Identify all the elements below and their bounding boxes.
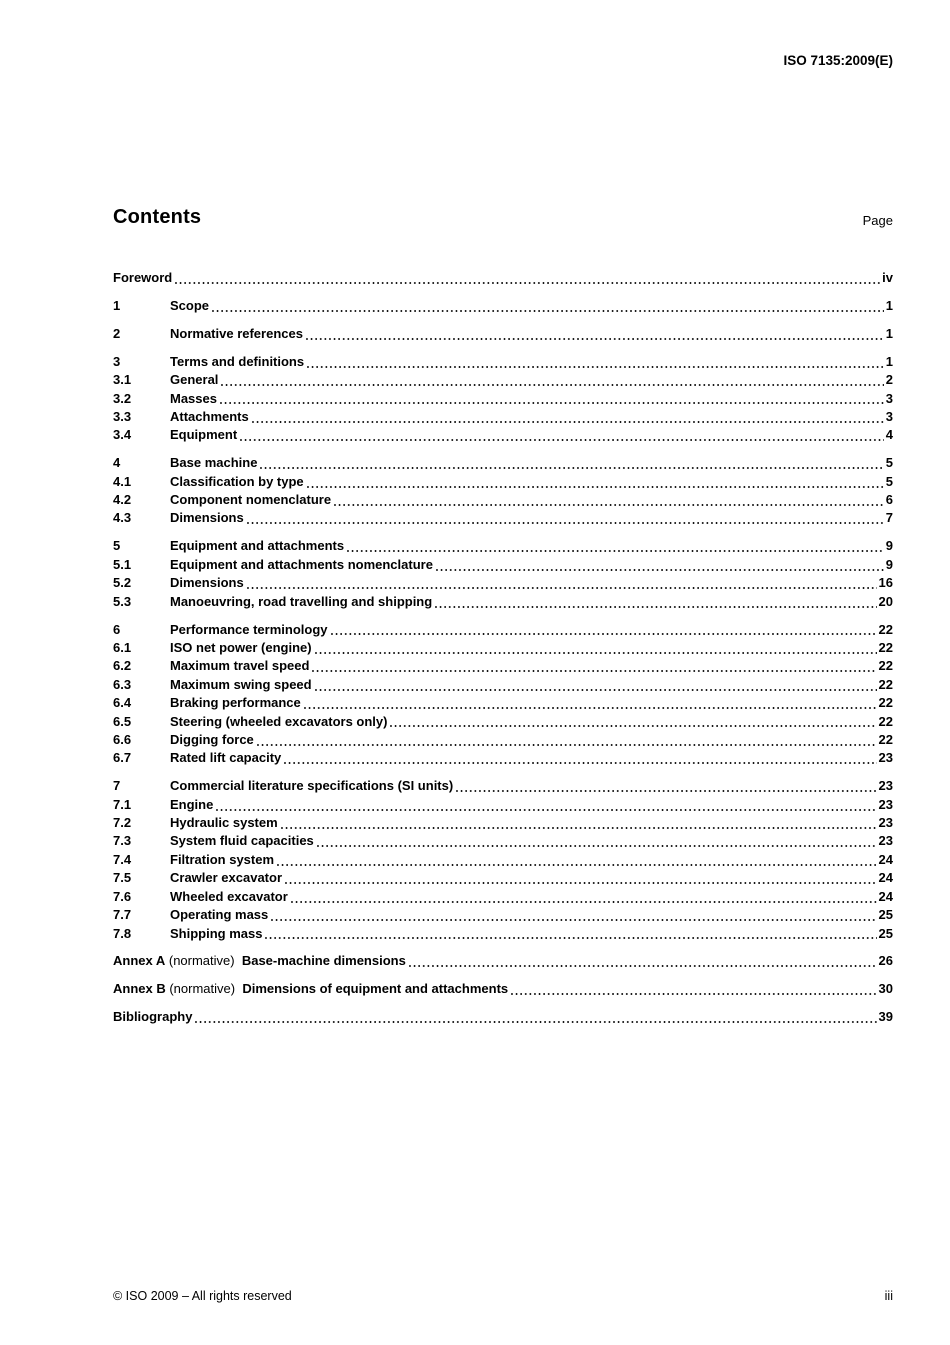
toc-entry-title: Shipping mass (170, 925, 263, 941)
toc-entry-title: Normative references (170, 325, 303, 341)
toc-entry-number: 4.3 (113, 510, 132, 526)
toc-entry-page: 9 (885, 538, 893, 554)
toc-leader-dots (175, 282, 880, 284)
toc-entry-title: Dimensions (170, 575, 244, 591)
toc-entry-page: 16 (878, 575, 893, 591)
toc-entry[interactable] (113, 269, 893, 287)
toc-entry-page: 5 (885, 473, 893, 489)
page-title: Contents (113, 206, 202, 228)
toc-entry-page: 23 (878, 815, 893, 831)
toc-entry-page: 3 (885, 390, 893, 406)
toc-entry-page: 22 (878, 713, 893, 729)
toc-entry[interactable] (113, 491, 893, 509)
toc-entry-page: 7 (885, 510, 893, 526)
toc-entry-title: Maximum travel speed (170, 658, 310, 674)
toc-group (113, 353, 893, 445)
toc-entry-number: 7.4 (113, 851, 132, 867)
toc-entry-title: Filtration system (170, 851, 275, 867)
toc-entry-title: Component nomenclature (170, 492, 332, 508)
toc-entry-number: 4.1 (113, 473, 132, 489)
toc-entry[interactable] (113, 473, 893, 491)
document-header-reference: ISO 7135:2009(E) (783, 53, 893, 68)
toc-entry[interactable] (113, 390, 893, 408)
folio-page-number: iii (884, 1289, 893, 1303)
toc-entry-number: 6.6 (113, 731, 132, 747)
toc-leader-dots (212, 310, 884, 312)
toc-entry-page: 2 (885, 372, 893, 388)
toc-entry[interactable] (113, 694, 893, 712)
toc-leader-dots (271, 919, 876, 921)
toc-entry[interactable] (113, 777, 893, 795)
toc-entry[interactable] (113, 408, 893, 426)
toc-entry-page: 23 (878, 833, 893, 849)
toc-entry-page: 24 (878, 851, 893, 867)
toc-entry[interactable] (113, 980, 893, 998)
toc-entry-number: 3.2 (113, 390, 132, 406)
toc-entry-page: 6 (885, 492, 893, 508)
toc-entry-page: 23 (878, 750, 893, 766)
toc-entry[interactable] (113, 952, 893, 970)
toc-annex-qualifier: (normative) (165, 953, 242, 969)
toc-leader-dots (347, 550, 884, 552)
toc-leader-dots (291, 901, 877, 903)
toc-entry[interactable] (113, 1008, 893, 1026)
toc-annex-label: Annex B (113, 981, 166, 997)
toc-entry-title: Equipment (170, 427, 238, 443)
toc-entry-page: 4 (885, 427, 893, 443)
toc-entry-number: 7.2 (113, 815, 132, 831)
toc-entry-number: 6.4 (113, 695, 132, 711)
toc-leader-dots (240, 439, 884, 441)
toc-group (113, 980, 893, 998)
toc-entry-page: 22 (878, 731, 893, 747)
toc-leader-dots (456, 790, 876, 792)
toc-entry-title: Steering (wheeled excavators only) (170, 713, 388, 729)
toc-entry-number: 5.3 (113, 593, 132, 609)
toc-entry-title: Braking performance (170, 695, 301, 711)
toc-leader-dots (247, 587, 877, 589)
toc-annex-qualifier: (normative) (165, 981, 243, 997)
toc-leader-dots (317, 845, 877, 847)
toc-entry-page: iv (882, 270, 893, 285)
toc-group (113, 325, 893, 343)
toc-entry-number: 7.5 (113, 870, 132, 886)
toc-entry[interactable] (113, 639, 893, 657)
toc-entry-number: 7.8 (113, 925, 132, 941)
toc-entry-page: 22 (878, 639, 893, 655)
toc-entry-title: ISO net power (engine) (170, 639, 312, 655)
toc-entry-title: Equipment and attachments nomenclature (170, 556, 433, 572)
toc-entry-number: 6 (113, 621, 121, 637)
toc-leader-dots (334, 504, 884, 506)
toc-entry-number: 6.2 (113, 658, 132, 674)
page-column-label: Page (862, 213, 893, 228)
toc-entry-page: 22 (878, 658, 893, 674)
toc-entry-number: 3.4 (113, 427, 132, 443)
toc-entry-number: 3.3 (113, 408, 132, 424)
toc-entry-page: 26 (878, 953, 893, 969)
toc-leader-dots (216, 809, 876, 811)
toc-leader-dots (221, 384, 883, 386)
toc-entry-number: 7.6 (113, 888, 132, 904)
toc-entry-title: Digging force (170, 731, 254, 747)
toc-leader-dots (285, 882, 877, 884)
toc-entry[interactable] (113, 888, 893, 906)
toc-entry-page: 9 (885, 556, 893, 572)
toc-group (113, 454, 893, 528)
toc-leader-dots (436, 569, 884, 571)
toc-entry-title: Equipment and attachments (170, 538, 345, 554)
toc-entry-number: 1 (113, 297, 121, 313)
toc-entry[interactable] (113, 657, 893, 675)
toc-entry-number: 6.7 (113, 750, 132, 766)
toc-group (113, 621, 893, 768)
toc-entry-title: Commercial literature specifications (SI units) (170, 778, 454, 794)
toc-entry-number: 5.2 (113, 575, 132, 591)
toc-leader-dots (511, 993, 876, 995)
toc-group (113, 297, 893, 315)
toc-entry-title: Foreword (113, 270, 173, 285)
toc-leader-dots (307, 366, 884, 368)
toc-leader-dots (265, 937, 876, 939)
toc-entry[interactable] (113, 353, 893, 371)
toc-leader-dots (315, 652, 877, 654)
toc-entry-title: Base machine (170, 455, 258, 471)
toc-entry[interactable] (113, 574, 893, 592)
toc-group (113, 269, 893, 287)
toc-entry[interactable] (113, 371, 893, 389)
toc-entry-page: 23 (878, 778, 893, 794)
toc-entry-page: 30 (878, 981, 893, 997)
toc-leader-dots (315, 689, 877, 691)
toc-entry-page: 23 (878, 796, 893, 812)
toc-entry-page: 22 (878, 676, 893, 692)
toc-entry-page: 25 (878, 907, 893, 923)
toc-entry-title (113, 952, 406, 970)
toc-entry-page: 39 (878, 1009, 893, 1025)
toc-group (113, 952, 893, 970)
toc-leader-dots (247, 522, 884, 524)
toc-group (113, 1008, 893, 1026)
toc-entry-page: 22 (878, 695, 893, 711)
toc-entry[interactable] (113, 593, 893, 611)
toc-entry-title: Crawler excavator (170, 870, 283, 886)
toc-leader-dots (284, 762, 876, 764)
toc-leader-dots (409, 965, 877, 967)
toc-entry-number: 6.5 (113, 713, 132, 729)
toc-entry-page: 24 (878, 870, 893, 886)
toc-leader-dots (220, 402, 884, 404)
toc-entry-number: 5.1 (113, 556, 132, 572)
toc-leader-dots (435, 606, 876, 608)
toc-leader-dots (331, 633, 877, 635)
toc-entry[interactable] (113, 796, 893, 814)
toc-entry-title: Engine (170, 796, 214, 812)
toc-leader-dots (281, 827, 877, 829)
toc-entry-number: 2 (113, 325, 121, 341)
toc-entry-title: Scope (170, 297, 210, 313)
toc-entry-page: 25 (878, 925, 893, 941)
toc-leader-dots (390, 725, 876, 727)
toc-annex-title: Dimensions of equipment and attachments (242, 981, 509, 997)
toc-entry[interactable] (113, 713, 893, 731)
toc-entry-title: Bibliography (113, 1009, 193, 1025)
toc-entry-title: Operating mass (170, 907, 269, 923)
toc-entry-title: Attachments (170, 408, 249, 424)
toc-group (113, 777, 893, 943)
toc-entry-title: Manoeuvring, road travelling and shipping (170, 593, 433, 609)
toc-leader-dots (306, 338, 884, 340)
copyright-notice: © ISO 2009 – All rights reserved (113, 1289, 292, 1303)
toc-annex-title: Base-machine dimensions (241, 953, 406, 969)
toc-entry[interactable] (113, 925, 893, 943)
toc-entry-number: 3.1 (113, 372, 132, 388)
toc-entry[interactable] (113, 814, 893, 832)
toc-entry[interactable] (113, 297, 893, 315)
toc-leader-dots (277, 864, 877, 866)
toc-entry-number: 7.1 (113, 796, 132, 812)
toc-entry-title: Performance terminology (170, 621, 328, 637)
toc-entry-number: 6.1 (113, 639, 132, 655)
toc-entry-title: Classification by type (170, 473, 304, 489)
toc-entry-title: Maximum swing speed (170, 676, 312, 692)
toc-leader-dots (260, 467, 883, 469)
toc-entry-number: 4 (113, 455, 121, 471)
toc-entry[interactable] (113, 621, 893, 639)
toc-entry-number: 6.3 (113, 676, 132, 692)
toc-entry[interactable] (113, 325, 893, 343)
toc-entry[interactable] (113, 749, 893, 767)
toc-entry-page: 3 (885, 408, 893, 424)
toc-leader-dots (307, 486, 884, 488)
toc-leader-dots (312, 670, 876, 672)
table-of-contents (113, 269, 893, 1036)
toc-entry-title: Dimensions (170, 510, 244, 526)
toc-entry-page: 1 (885, 297, 893, 313)
toc-entry-page: 24 (878, 888, 893, 904)
toc-entry-title: System fluid capacities (170, 833, 314, 849)
toc-entry[interactable] (113, 454, 893, 472)
toc-entry-number: 3 (113, 353, 121, 369)
toc-entry-page: 1 (885, 353, 893, 369)
toc-entry[interactable] (113, 556, 893, 574)
toc-entry-number: 7.7 (113, 907, 132, 923)
toc-entry[interactable] (113, 537, 893, 555)
toc-entry-page: 20 (878, 593, 893, 609)
toc-leader-dots (252, 421, 884, 423)
toc-entry-title: Masses (170, 390, 217, 406)
toc-leader-dots (195, 1021, 876, 1023)
toc-entry[interactable] (113, 731, 893, 749)
toc-entry-title: Hydraulic system (170, 815, 278, 831)
toc-entry-number: 7.3 (113, 833, 132, 849)
toc-entry-page: 22 (878, 621, 893, 637)
toc-entry[interactable] (113, 676, 893, 694)
toc-leader-dots (257, 744, 877, 746)
toc-group (113, 537, 893, 611)
toc-leader-dots (304, 707, 877, 709)
toc-entry[interactable] (113, 869, 893, 887)
toc-entry-title (113, 980, 508, 998)
contents-title-row (113, 206, 893, 229)
toc-entry[interactable] (113, 851, 893, 869)
toc-entry[interactable] (113, 906, 893, 924)
toc-entry-number: 7 (113, 778, 121, 794)
toc-annex-label: Annex A (113, 953, 166, 969)
toc-entry-title: General (170, 372, 219, 388)
toc-entry-number: 5 (113, 538, 121, 554)
toc-entry-title: Terms and definitions (170, 353, 305, 369)
toc-entry-number: 4.2 (113, 492, 132, 508)
toc-entry-title: Rated lift capacity (170, 750, 282, 766)
toc-entry[interactable] (113, 832, 893, 850)
toc-entry-page: 1 (885, 325, 893, 341)
toc-entry[interactable] (113, 509, 893, 527)
toc-entry[interactable] (113, 426, 893, 444)
toc-entry-title: Wheeled excavator (170, 888, 288, 904)
toc-entry-page: 5 (885, 455, 893, 471)
document-footer (113, 1289, 893, 1303)
